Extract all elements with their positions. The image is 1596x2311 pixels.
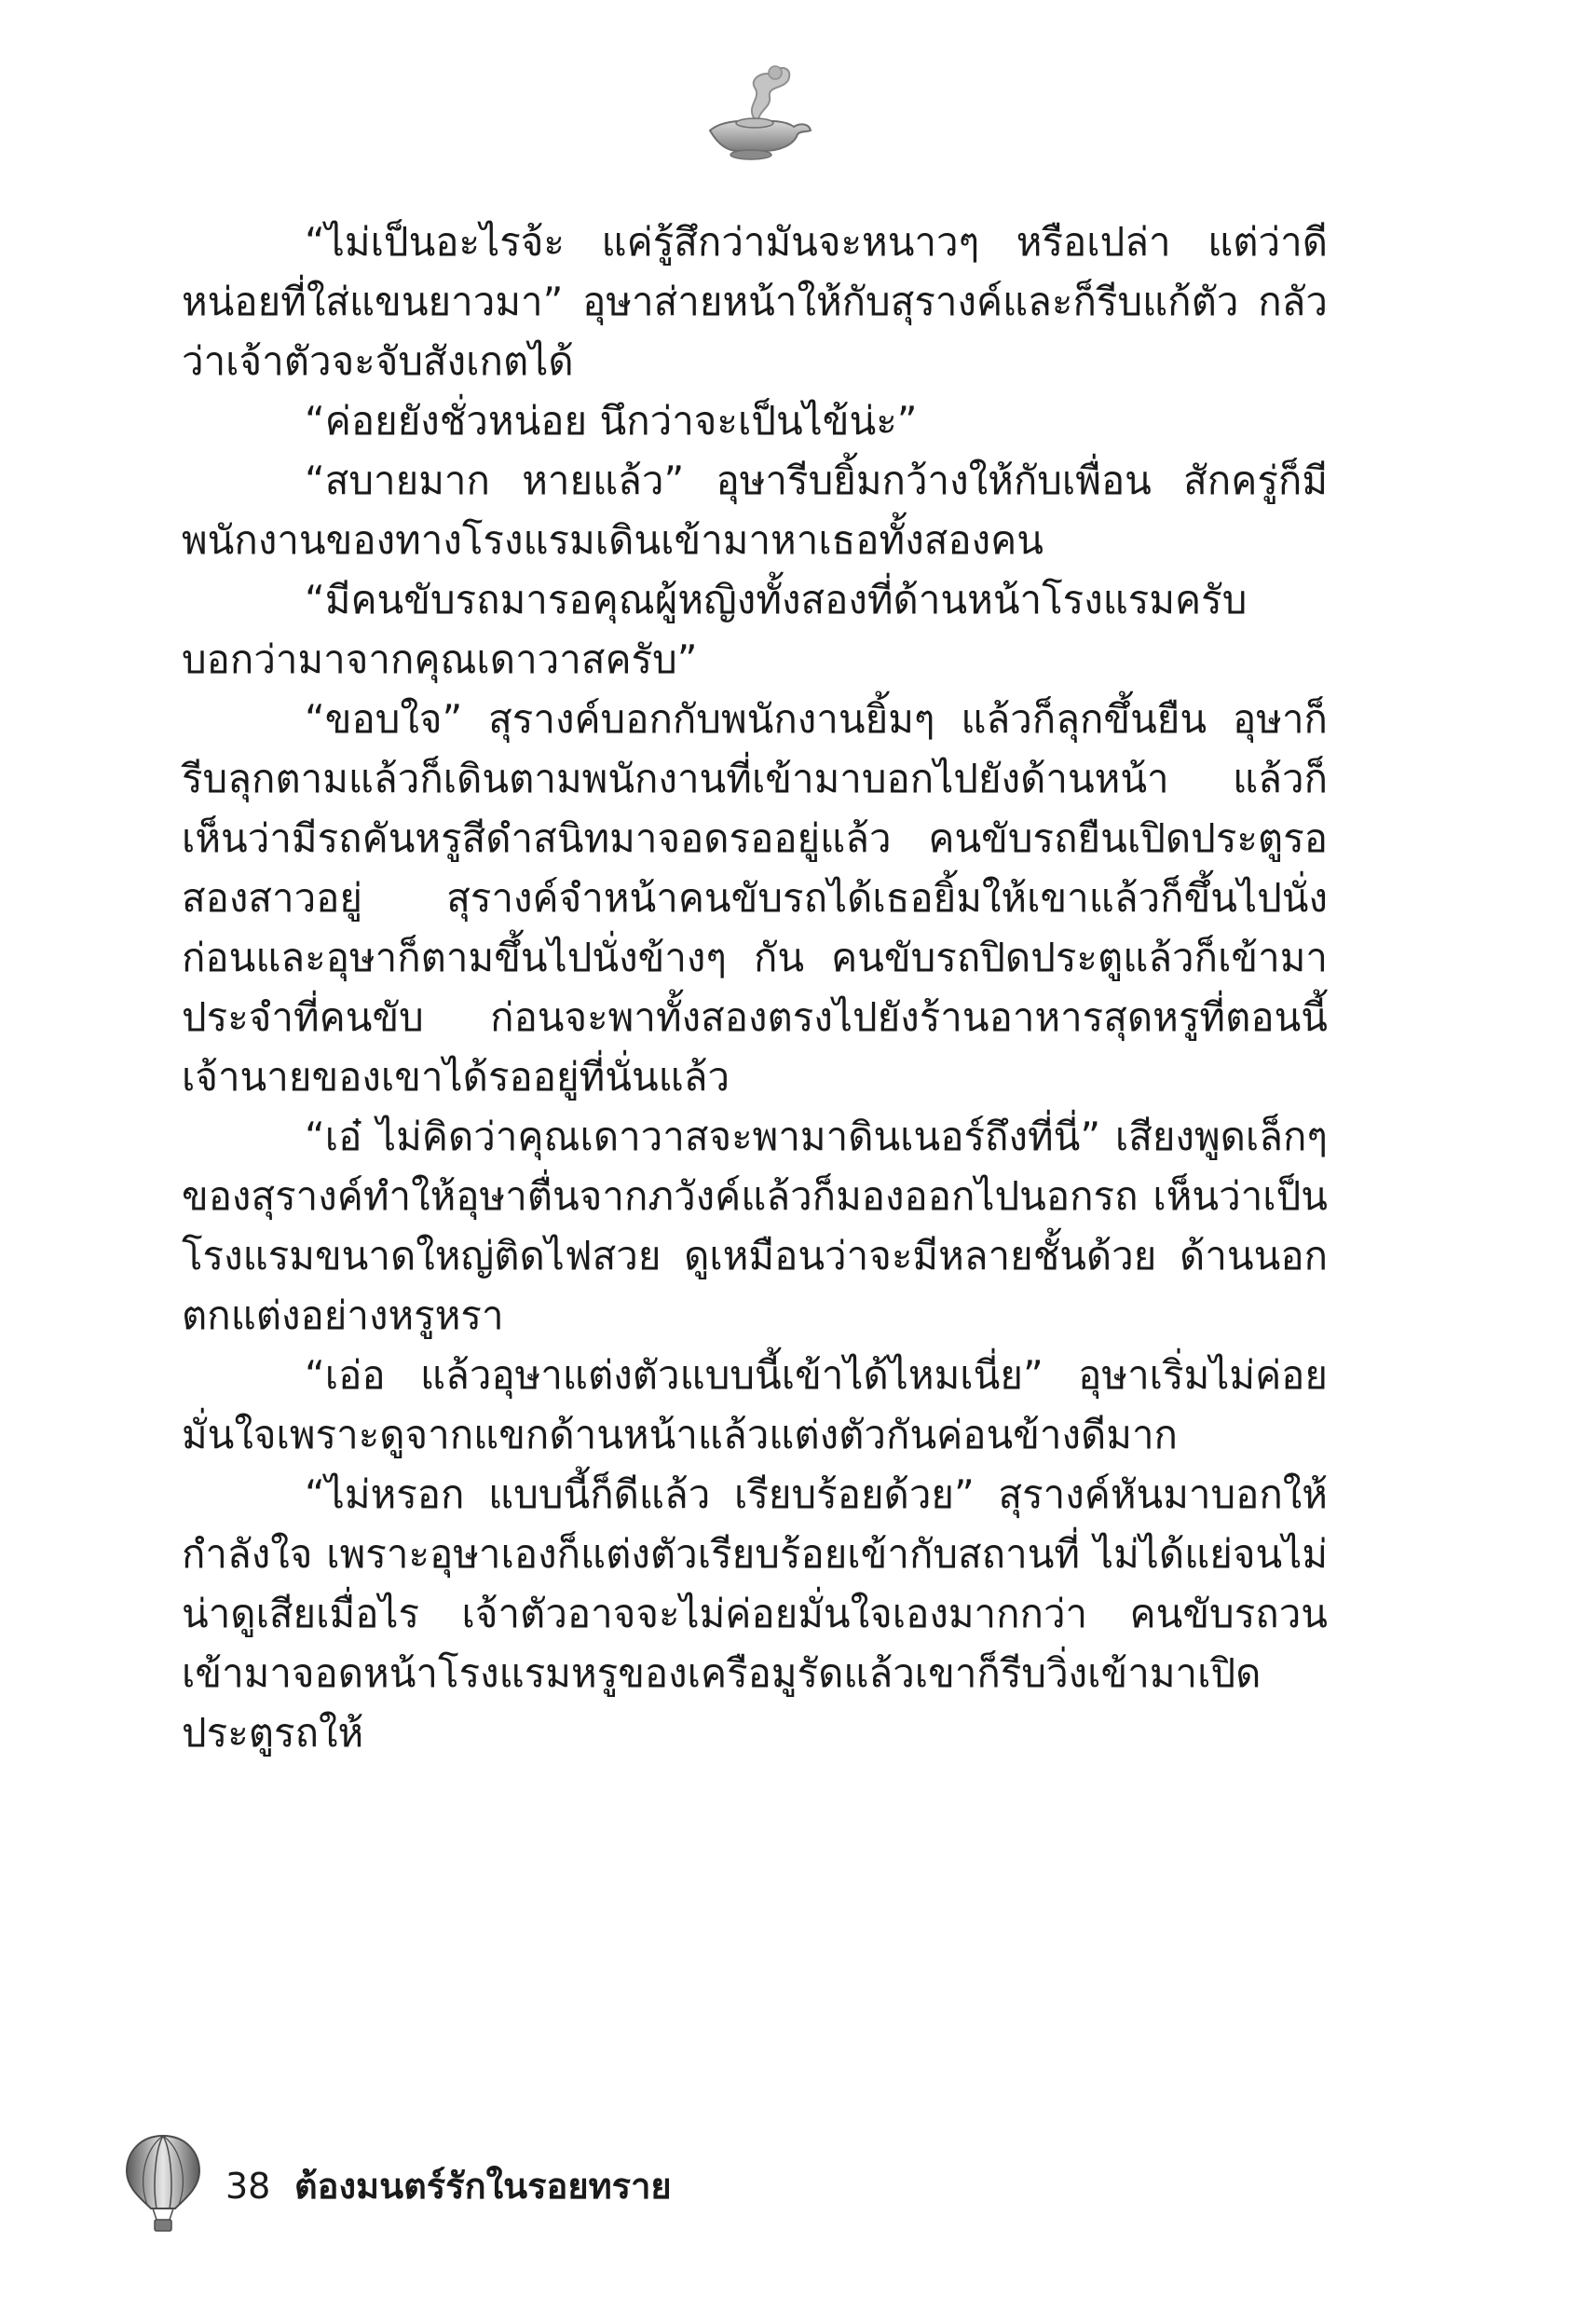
paragraph: “มีคนขับรถมารอคุณผู้หญิงทั้งสองที่ด้านหน้าโรงแรมครับ บอกว่ามาจากคุณเดาวาสครับ” <box>182 577 1248 682</box>
genie-lamp-icon <box>689 54 820 166</box>
paragraph: “ไม่เป็นอะไรจ้ะ แค่รู้สึกว่ามันจะหนาวๆ หรือเปล่า แต่ว่าดีหน่อยที่ใส่แขนยาวมา” อุษาส่ายหน้าให้กับสุรางค์และก็รีบแก้ตัว กลัวว่าเจ้าตัวจะจับสังเกตได้ <box>182 219 1328 384</box>
paragraph: “สบายมาก หายแล้ว” อุษารีบยิ้มกว้างให้กับเพื่อน สักครู่ก็มีพนักงานของทางโรงแรมเดินเข้ามาหาเธอทั้งสองคน <box>182 458 1328 563</box>
hot-air-balloon-icon <box>123 2132 203 2235</box>
paragraph: “เอ่อ แล้วอุษาแต่งตัวแบบนี้เข้าได้ไหมเนี่ย” อุษาเริ่มไม่ค่อยมั่นใจเพราะดูจากแขกด้านหน้าแล้วแต่งตัวกันค่อนข้างดีมาก <box>182 1352 1328 1457</box>
running-title: ต้องมนตร์รักในรอยทราย <box>294 2166 672 2207</box>
page-footer <box>112 2132 1323 2235</box>
paragraph: “เอ๋ ไม่คิดว่าคุณเดาวาสจะพามาดินเนอร์ถึงที่นี่” เสียงพูดเล็กๆ ของสุรางค์ทำให้อุษาตื่นจากภวังค์แล้วก็มองออกไปนอกรถ เห็นว่าเป็นโรงแรมขนาดใหญ่ติดไฟสวย ดูเหมือนว่าจะมีหลายชั้นด้วย ด้านนอกตกแต่งอย่างหรูหรา <box>182 1114 1328 1338</box>
paragraph: “ไม่หรอก แบบนี้ก็ดีแล้ว เรียบร้อยด้วย” สุรางค์หันมาบอกให้กำลังใจ เพราะอุษาเองก็แต่งตัวเรียบร้อยเข้ากับสถานที่ ไม่ได้แย่จนไม่น่าดูเสียเมื่อไร เจ้าตัวอาจจะไม่ค่อยมั่นใจเองมากกว่า คนขับรถวนเข้ามาจอดหน้าโรงแรมหรูของเครือมูรัดแล้วเขาก็รีบวิ่งเข้ามาเปิดประตูรถให้ <box>182 1471 1328 1756</box>
body-text <box>182 212 1328 1763</box>
paragraph: “ค่อยยังชั่วหน่อย นึกว่าจะเป็นไข้น่ะ” <box>305 398 918 444</box>
page-number: 38 <box>225 2166 271 2207</box>
paragraph: “ขอบใจ” สุรางค์บอกกับพนักงานยิ้มๆ แล้วก็ลุกขึ้นยืน อุษาก็รีบลุกตามแล้วก็เดินตามพนักงานที่เข้ามาบอกไปยังด้านหน้า แล้วก็เห็นว่ามีรถคันหรูสีดำสนิทมาจอดรออยู่แล้ว คนขับรถยืนเปิดประตูรอสองสาวอยู่ สุรางค์จำหน้าคนขับรถได้เธอยิ้มให้เขาแล้วก็ขึ้นไปนั่งก่อนและอุษาก็ตามขึ้นไปนั่งข้างๆ กัน คนขับรถปิดประตูแล้วก็เข้ามาประจำที่คนขับ ก่อนจะพาทั้งสองตรงไปยังร้านอาหารสุดหรูที่ตอนนี้เจ้านายของเขาได้รออยู่ที่นั่นแล้ว <box>182 696 1328 1100</box>
